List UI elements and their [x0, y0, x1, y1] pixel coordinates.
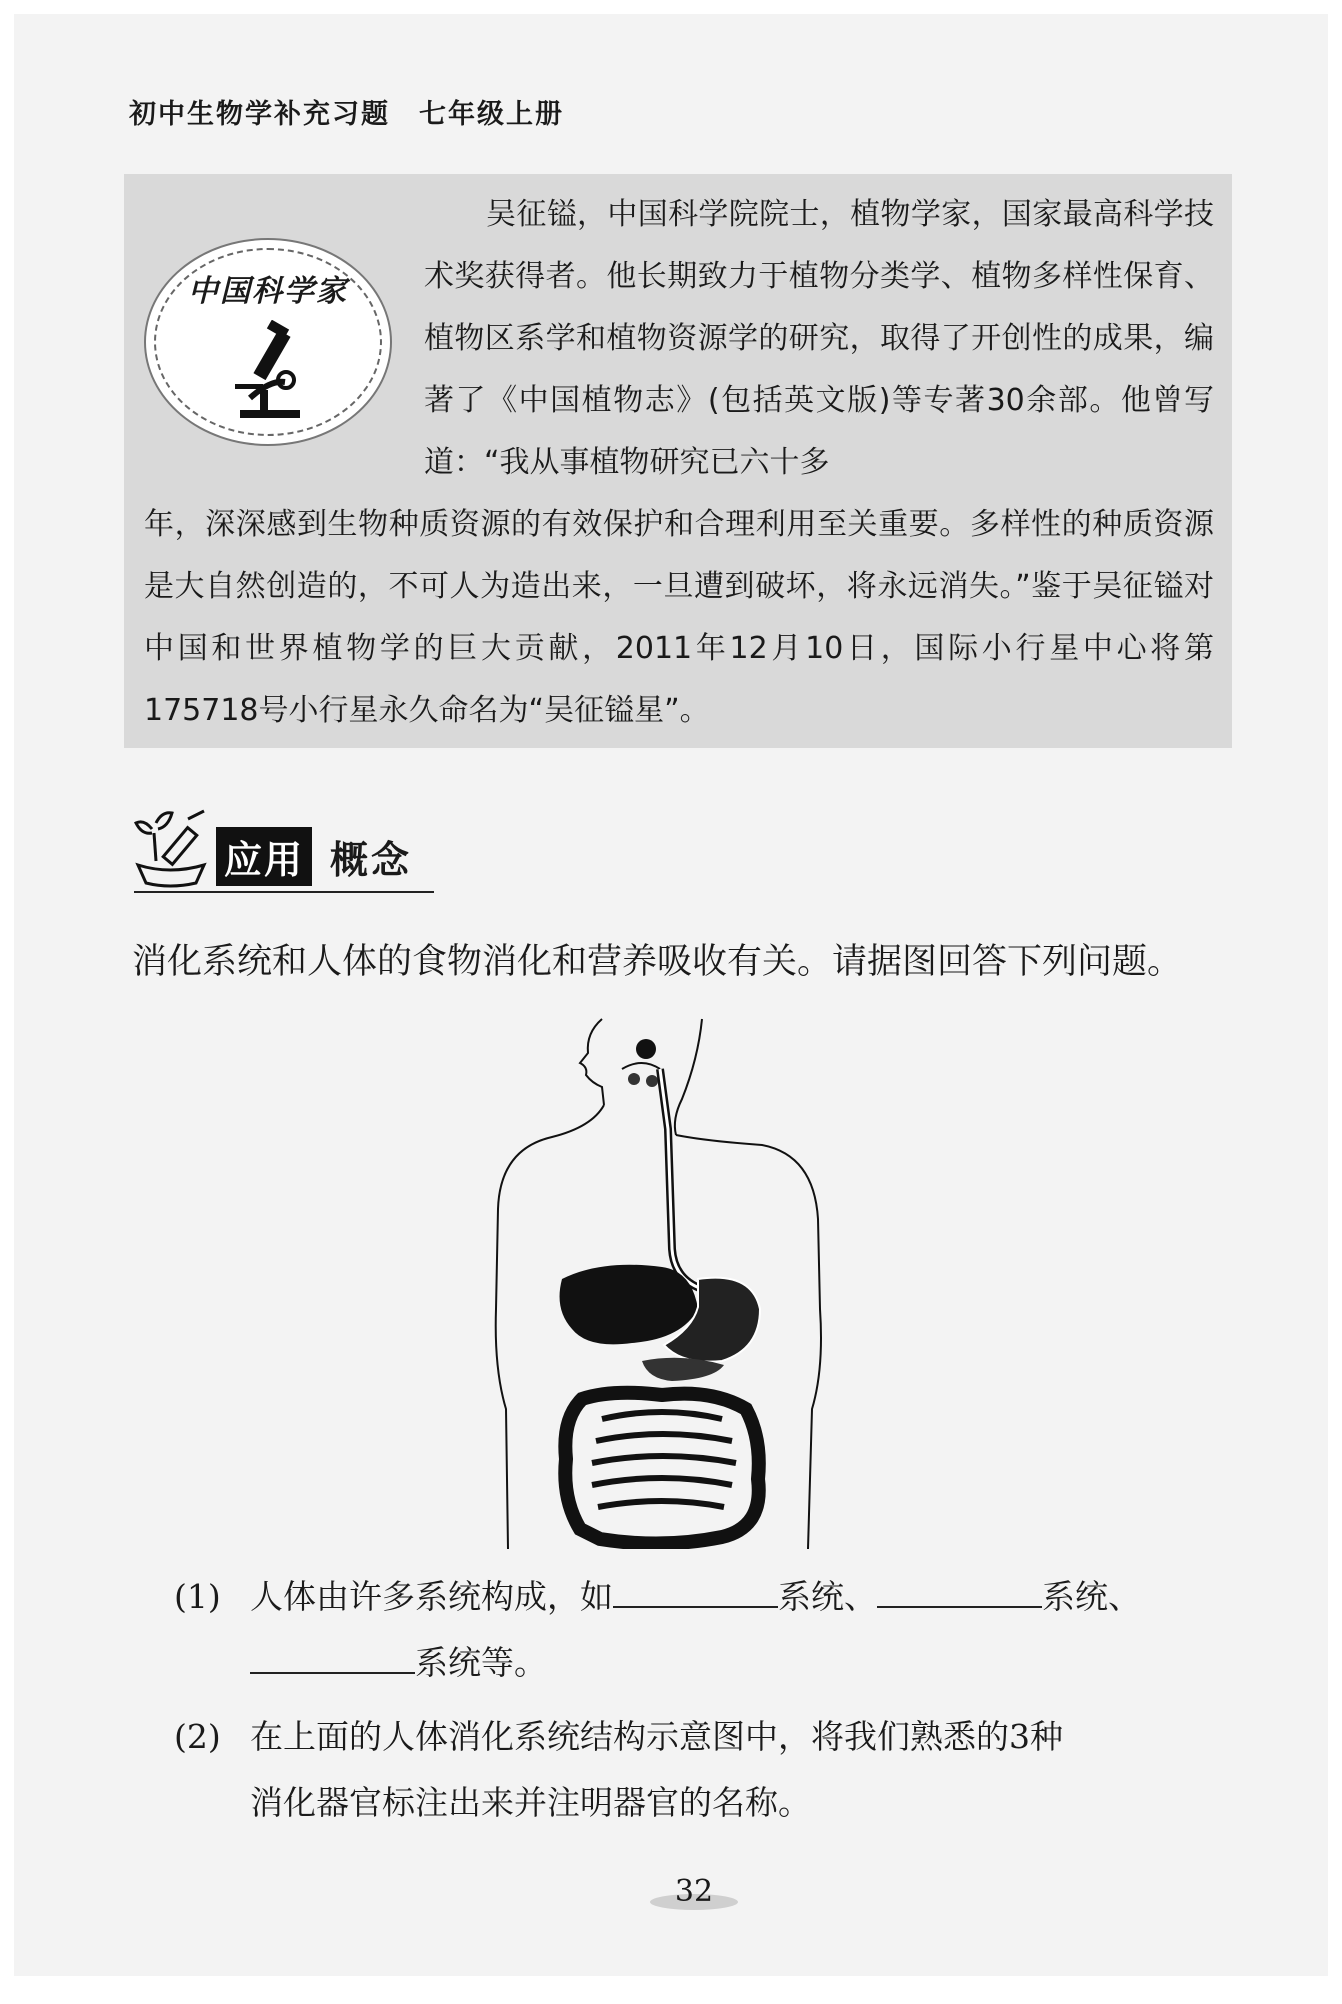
question-1-number: (1) [174, 1577, 221, 1616]
question-1-suffix: 系统等。 [415, 1643, 547, 1682]
question-1 [174, 1564, 1234, 1696]
scientist-bio-paragraph-continued: 年，深深感到生物种质资源的有效保护和合理利用至关重要。多样性的种质资源是大自然创造的，不可人为造出来，一旦遭到破坏，将永远消失。”鉴于吴征镒对中国和世界植物学的巨大贡献，2011年12月10日，国际小行星中心将第175718号小行星永久命名为“吴征镒星”。 [144, 507, 1214, 728]
plant-flask-icon [134, 809, 214, 891]
question-1-sep2: 系统、 [1042, 1577, 1141, 1616]
question-2-line2: 消化器官标注出来并注明器官的名称。 [250, 1783, 811, 1822]
question-2-number: (2) [174, 1717, 221, 1756]
answer-blank-1[interactable] [613, 1576, 778, 1608]
answer-blank-2[interactable] [877, 1576, 1042, 1608]
chinese-scientist-badge [144, 238, 392, 446]
microscope-icon [230, 320, 310, 420]
section-heading [134, 809, 434, 895]
textbook-page [14, 14, 1328, 1976]
digestive-system-diagram [492, 1009, 872, 1549]
running-header: 初中生物学补充习题 七年级上册 [129, 99, 564, 130]
section-tag: 应用 [216, 827, 312, 886]
scientist-profile-box [124, 174, 1232, 748]
question-1-sep1: 系统、 [778, 1577, 877, 1616]
answer-blank-3[interactable] [250, 1642, 415, 1674]
section-underline [134, 891, 434, 893]
page-number: 32 [674, 1874, 714, 1909]
question-intro: 消化系统和人体的食物消化和营养吸收有关。请据图回答下列问题。 [132, 942, 1183, 982]
badge-label: 中国科学家 [188, 274, 348, 309]
question-2-line1: 在上面的人体消化系统结构示意图中，将我们熟悉的3种 [250, 1717, 1063, 1756]
question-1-prefix: 人体由许多系统构成，如 [250, 1577, 613, 1616]
section-title: 概念 [330, 838, 413, 882]
scientist-bio-paragraph-start: 吴征镒，中国科学院院士，植物学家，国家最高科学技术奖获得者。他长期致力于植物分类学、植物多样性保育、植物区系学和植物资源学的研究，取得了开创性的成果，编著了《中国植物志》(包括英文版)等专著30余部。他曾写道：“我从事植物研究已六十多 [424, 197, 1214, 480]
question-2 [174, 1704, 1234, 1836]
